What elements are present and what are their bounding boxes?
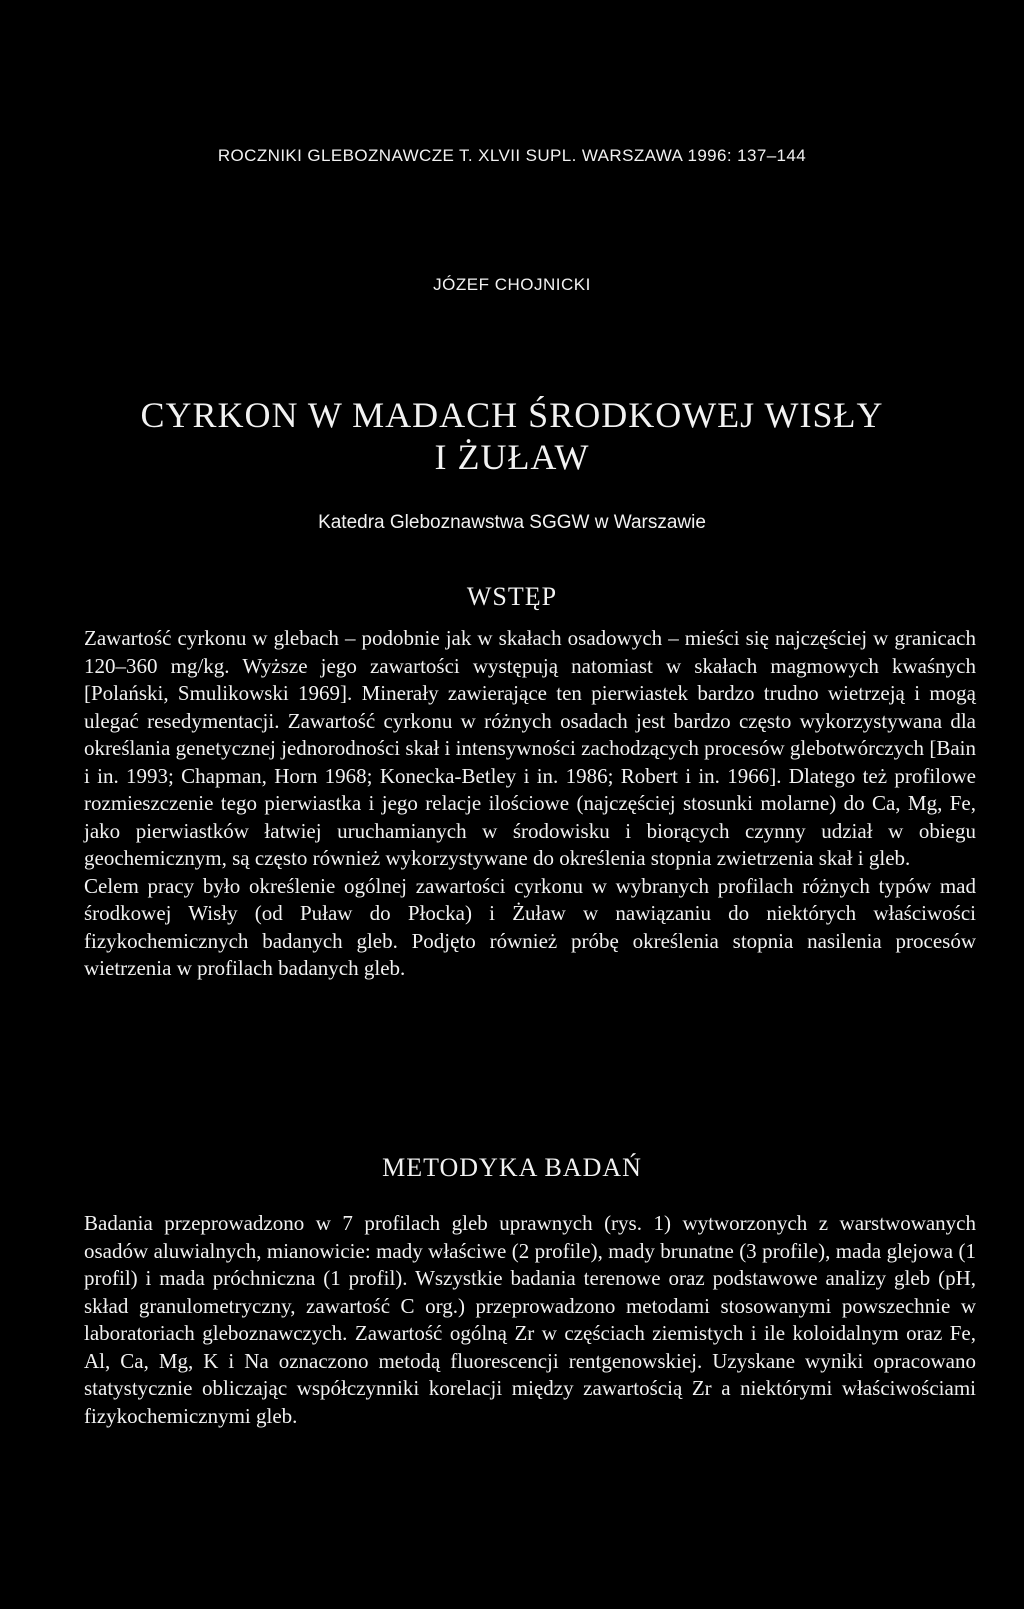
running-head: ROCZNIKI GLEBOZNAWCZE T. XLVII SUPL. WARSZAWA 1996: 137–144 bbox=[217, 146, 807, 165]
paper-title bbox=[60, 394, 964, 478]
intro-paragraph-2: Celem pracy było określenie ogólnej zawartości cyrkonu w wybranych profilach różnych typów mad środkowej Wisły (od Puław do Płocka) i Żuław w nawiązaniu do niektórych właściwości fizykochemicznych badanych gleb. Podjęto również próbę określenia stopnia nasilenia procesów wietrzenia w profilach badanych gleb. bbox=[84, 873, 976, 980]
paper-title-line-2: I ŻUŁAW bbox=[434, 437, 590, 477]
section-heading-methods: METODYKA BADAŃ bbox=[382, 1153, 642, 1182]
section-heading-intro: WSTĘP bbox=[466, 582, 558, 611]
intro-paragraph-1: Zawartość cyrkonu w glebach – podobnie jak w skałach osadowych – mieści się najczęściej w granicach 120–360 mg/kg. Wyższe jego zawartości występują natomiast w skałach magmowych kwaśnych [Polański, Smulikowski 1969]. Minerały zawierające ten pierwiastek bardzo trudno wietrzeją i mogą ulegać resedymentacji. Zawartość cyrkonu w różnych osadach jest bardzo często wykorzystywana dla określania genetycznej jednorodności skał i intensywności zachodzących procesów glebotwórczych [Bain i in. 1993; Chapman, Horn 1968; Konecka-Betley i in. 1986; Robert i in. 1966]. Dlatego też profilowe rozmieszczenie tego pierwiastka i jego relacje ilościowe (najczęściej stosunki molarne) do Ca, Mg, Fe, jako pierwiastków łatwiej uruchamianych w środowisku i biorących czynny udział w obiegu geochemicznym, są często również wykorzystywane do określenia stopnia zwietrzenia skał i gleb. bbox=[84, 626, 976, 870]
intro-section-body bbox=[84, 625, 976, 983]
author-name: JÓZEF CHOJNICKI bbox=[433, 275, 591, 294]
methods-paragraph-1: Badania przeprowadzono w 7 profilach gleb uprawnych (rys. 1) wytworzonych z warstwowanych osadów aluwialnych, mianowicie: mady właściwe (2 profile), mady brunatne (3 profile), mada glejowa (1 profil) i mada próchniczna (1 profil). Wszystkie badania terenowe oraz podstawowe analizy gleb (pH, skład granulometryczny, zawartość C org.) przeprowadzono metodami stosowanymi powszechnie w laboratoriach gleboznawczych. Zawartość ogólną Zr w częściach ziemistych i ile koloidalnym oraz Fe, Al, Ca, Mg, K i Na oznaczono metodą fluorescencji rentgenowskiej. Uzyskane wyniki opracowano statystycznie obliczając współczynniki korelacji między zawartością Zr a niektórymi właściwościami fizykochemicznymi gleb. bbox=[84, 1211, 976, 1428]
paper-title-line-1: CYRKON W MADACH ŚRODKOWEJ WISŁY bbox=[140, 395, 884, 435]
methods-section-body bbox=[84, 1210, 976, 1430]
affiliation: Katedra Gleboznawstwa SGGW w Warszawie bbox=[318, 512, 706, 533]
